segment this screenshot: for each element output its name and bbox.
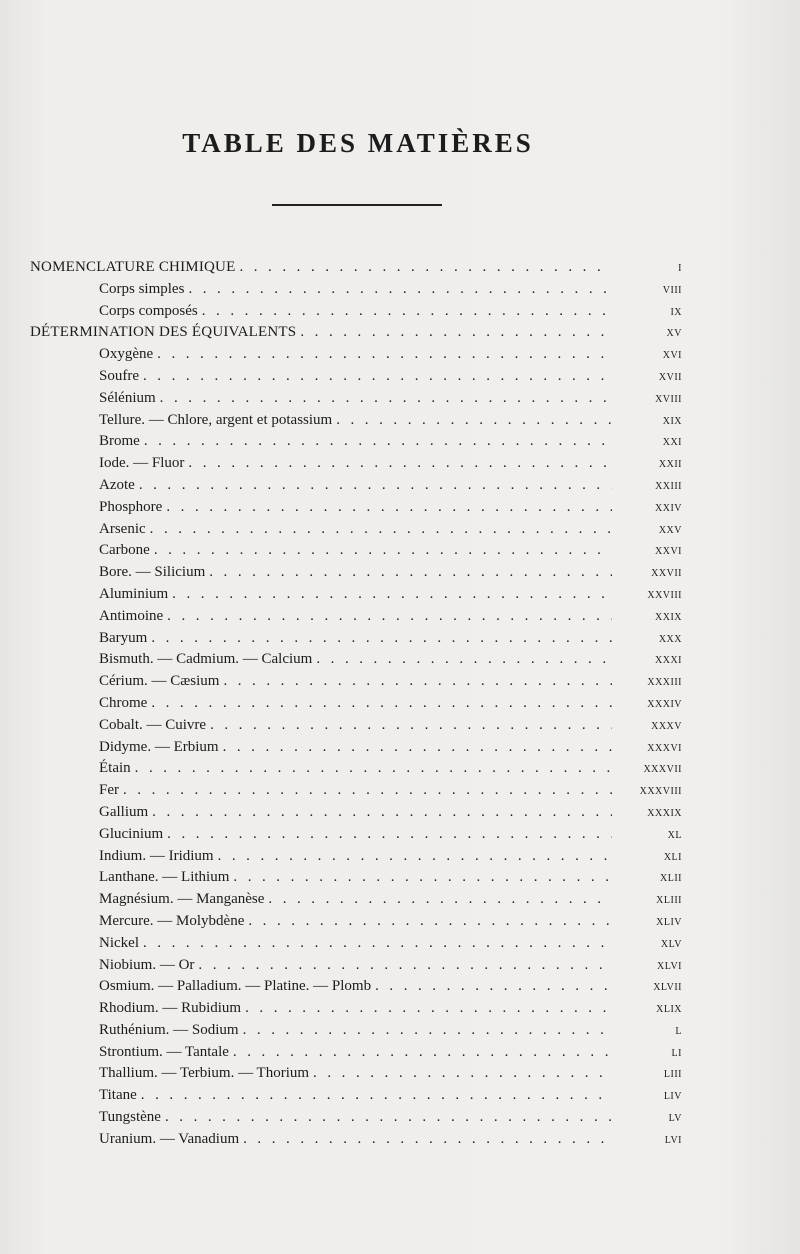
toc-entry-page-number: XVI [662, 350, 682, 362]
toc-entry [30, 1107, 690, 1129]
toc-entry-label: Didyme. — Erbium [99, 738, 219, 755]
toc-entry [30, 693, 690, 715]
toc-entry-page-number: XV [666, 328, 682, 340]
dot-leader [188, 453, 612, 475]
toc-entry-page-number: XXIV [655, 502, 682, 514]
toc-entry-label: Magnésium. — Manganèse [99, 891, 265, 908]
toc-entry-page-number: XLI [663, 851, 682, 863]
toc-entry-page-number: LIV [663, 1091, 682, 1103]
toc-entry-page-number: XXXVII [643, 764, 682, 776]
toc-entry-label: Niobium. — Or [99, 956, 195, 973]
dot-leader [139, 475, 612, 497]
toc-entry-label: Tungstène [99, 1109, 161, 1126]
toc-entry-page-number: XXI [662, 437, 682, 449]
toc-entry-label: Corps simples [99, 280, 185, 297]
dot-leader [243, 1129, 612, 1151]
toc-entry-label: Indium. — Iridium [99, 847, 214, 864]
toc-entry [30, 737, 690, 759]
toc-entry [30, 453, 690, 475]
toc-entry-label: Mercure. — Molybdène [99, 912, 245, 929]
toc-entry [30, 867, 690, 889]
dot-leader [160, 388, 612, 410]
toc-entry-page-number: XXXIII [647, 677, 682, 689]
dot-leader [375, 976, 612, 998]
toc-entry [30, 366, 690, 388]
toc-entry [30, 758, 690, 780]
dot-leader [167, 606, 612, 628]
toc-entry-label: Cobalt. — Cuivre [99, 716, 207, 733]
dot-leader [123, 780, 612, 802]
toc-entry [30, 955, 690, 977]
dot-leader [245, 998, 612, 1020]
toc-entry [30, 889, 690, 911]
page-title: TABLE DES MATIÈRES [182, 128, 534, 158]
toc-entry-label: Fer [99, 782, 119, 799]
dot-leader [154, 540, 612, 562]
toc-entry-page-number: XXVII [651, 568, 682, 580]
toc-entry-label: Titane [99, 1087, 137, 1104]
toc-entry [30, 1063, 690, 1085]
toc-entry-page-number: XLV [660, 938, 682, 950]
toc-entry-page-number: XXXV [651, 720, 682, 732]
dot-leader [167, 824, 612, 846]
toc-entry [30, 998, 690, 1020]
toc-entry [30, 322, 690, 344]
table-of-contents [30, 257, 690, 1151]
toc-entry-label: Gallium [99, 803, 149, 820]
dot-leader [157, 344, 612, 366]
toc-entry-label: Chrome [99, 694, 148, 711]
toc-entry [30, 519, 690, 541]
toc-entry-page-number: XLII [660, 873, 682, 885]
dot-leader [223, 671, 612, 693]
toc-entry-label: DÉTERMINATION DES ÉQUIVALENTS [30, 324, 297, 341]
toc-entry-label: Antimoine [99, 607, 164, 624]
dot-leader [300, 322, 612, 344]
toc-entry-label: Cérium. — Cæsium [99, 673, 220, 690]
dot-leader [268, 889, 612, 911]
toc-entry-page-number: LI [671, 1047, 682, 1059]
dot-leader [143, 933, 612, 955]
toc-entry [30, 933, 690, 955]
toc-entry-page-number: XLIV [656, 916, 682, 928]
toc-entry-label: Bore. — Silicium [99, 564, 206, 581]
dot-leader [141, 1085, 612, 1107]
toc-entry-label: Lanthane. — Lithium [99, 869, 230, 886]
toc-entry [30, 257, 690, 279]
toc-entry [30, 649, 690, 671]
toc-entry-page-number: XVIII [655, 393, 682, 405]
toc-entry-page-number: XLVII [653, 982, 682, 994]
toc-entry-label: Thallium. — Terbium. — Thorium [99, 1065, 310, 1082]
toc-entry [30, 410, 690, 432]
toc-entry [30, 1042, 690, 1064]
toc-entry [30, 846, 690, 868]
dot-leader [233, 1042, 612, 1064]
toc-entry-label: Iode. — Fluor [99, 455, 185, 472]
toc-entry-label: Baryum [99, 629, 148, 646]
dot-leader [233, 867, 612, 889]
toc-entry-page-number: XXXIV [647, 698, 682, 710]
dot-leader [172, 584, 612, 606]
toc-entry-page-number: XXIX [655, 611, 682, 623]
toc-entry-label: NOMENCLATURE CHIMIQUE [30, 259, 236, 275]
dot-leader [223, 737, 612, 759]
toc-entry-label: Nickel [99, 934, 139, 951]
toc-entry-page-number: XXIII [655, 480, 682, 492]
toc-entry-page-number: XXX [658, 633, 682, 645]
toc-entry-page-number: I [678, 263, 682, 274]
toc-entry [30, 715, 690, 737]
toc-entry-label: Aluminium [99, 585, 169, 602]
toc-entry [30, 584, 690, 606]
dot-leader [209, 562, 612, 584]
toc-entry-page-number: LV [668, 1113, 682, 1125]
toc-entry [30, 1085, 690, 1107]
dot-leader [188, 279, 612, 301]
toc-entry [30, 824, 690, 846]
dot-leader [202, 301, 612, 323]
toc-entry-page-number: VIII [662, 284, 682, 296]
dot-leader [198, 955, 612, 977]
toc-entry-label: Azote [99, 476, 135, 493]
toc-entry-label: Étain [99, 760, 131, 777]
toc-entry [30, 279, 690, 301]
toc-entry [30, 497, 690, 519]
toc-entry-page-number: XLIX [656, 1004, 682, 1016]
toc-entry-page-number: IX [670, 306, 682, 318]
toc-entry [30, 606, 690, 628]
toc-entry [30, 1129, 690, 1151]
title-divider [272, 204, 442, 206]
dot-leader [166, 497, 612, 519]
toc-entry-page-number: XLVI [657, 960, 682, 972]
dot-leader [316, 649, 612, 671]
toc-entry [30, 911, 690, 933]
toc-entry-label: Glucinium [99, 825, 164, 842]
dot-leader [248, 911, 612, 933]
toc-entry-page-number: XL [667, 829, 682, 841]
toc-entry-page-number: LIII [663, 1069, 682, 1081]
toc-entry [30, 628, 690, 650]
toc-entry-label: Corps composés [99, 302, 198, 319]
toc-entry [30, 671, 690, 693]
dot-leader [150, 519, 612, 541]
toc-entry [30, 780, 690, 802]
toc-entry-page-number: XLIII [656, 895, 682, 907]
toc-entry-label: Carbone [99, 542, 150, 559]
toc-entry-label: Strontium. — Tantale [99, 1043, 229, 1060]
toc-entry-page-number: XVII [658, 371, 682, 383]
dot-leader [151, 628, 612, 650]
toc-entry-page-number: XXII [658, 459, 682, 471]
toc-entry-page-number: L [675, 1025, 682, 1037]
toc-entry [30, 301, 690, 323]
toc-entry-label: Uranium. — Vanadium [99, 1130, 240, 1147]
toc-entry-page-number: XXXVIII [639, 786, 682, 798]
toc-entry-page-number: XXV [658, 524, 682, 536]
toc-entry [30, 1020, 690, 1042]
toc-entry-label: Phosphore [99, 498, 163, 515]
dot-leader [218, 846, 612, 868]
dot-leader [144, 431, 612, 453]
dot-leader [243, 1020, 612, 1042]
toc-entry-page-number: XXVIII [647, 589, 682, 601]
dot-leader [239, 257, 612, 279]
toc-entry-page-number: XXVI [655, 546, 682, 558]
toc-entry-page-number: XXXVI [647, 742, 682, 754]
toc-entry-label: Rhodium. — Rubidium [99, 1000, 242, 1017]
toc-entry [30, 540, 690, 562]
toc-entry-label: Bismuth. — Cadmium. — Calcium [99, 651, 313, 668]
dot-leader [143, 366, 612, 388]
toc-entry-label: Oxygène [99, 346, 154, 363]
dot-leader [165, 1107, 612, 1129]
toc-entry-label: Osmium. — Palladium. — Platine. — Plomb [99, 978, 372, 995]
dot-leader [135, 758, 612, 780]
dot-leader [313, 1063, 612, 1085]
toc-entry-page-number: XXXIX [647, 807, 682, 819]
toc-entry-label: Ruthénium. — Sodium [99, 1021, 239, 1038]
dot-leader [336, 410, 612, 432]
dot-leader [152, 802, 612, 824]
toc-entry-page-number: LVI [664, 1134, 682, 1146]
toc-entry-label: Sélénium [99, 389, 156, 406]
toc-entry-label: Soufre [99, 367, 139, 384]
toc-entry [30, 976, 690, 998]
toc-entry-page-number: XIX [662, 415, 682, 427]
toc-entry [30, 344, 690, 366]
toc-entry [30, 562, 690, 584]
toc-entry [30, 388, 690, 410]
toc-entry-label: Tellure. — Chlore, argent et potassium [99, 411, 333, 428]
toc-entry-page-number: XXXI [655, 655, 682, 667]
toc-entry [30, 475, 690, 497]
toc-entry-label: Brome [99, 433, 140, 450]
toc-entry [30, 802, 690, 824]
toc-entry-label: Arsenic [99, 520, 146, 537]
toc-entry [30, 431, 690, 453]
dot-leader [151, 693, 612, 715]
dot-leader [210, 715, 612, 737]
